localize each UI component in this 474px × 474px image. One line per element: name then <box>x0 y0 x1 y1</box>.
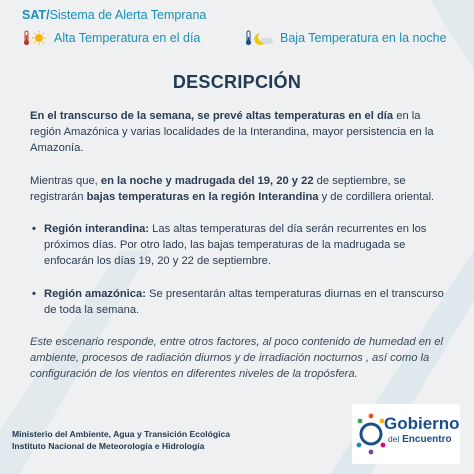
ministry-name: Ministerio del Ambiente, Agua y Transición Ecológica <box>12 429 231 439</box>
thermometer-moon-icon <box>244 30 274 46</box>
thermometer-sun-icon <box>22 30 48 46</box>
institute-name: Instituto Nacional de Meteorología e Hidrología <box>12 441 205 451</box>
gobierno-logo <box>352 404 460 464</box>
list-item: • Región amazónica: Se presentarán altas temperaturas diurnas en el transcurso de toda la semana. <box>30 286 444 318</box>
alert-low-temperature <box>244 30 447 46</box>
list-item: • Región interandina: Las altas temperaturas del día serán recurrentes en los próximos días. Por otro lado, las bajas temperaturas de la madrugada se enfocarán los días 19, 20 y 22 de septiembre. <box>30 221 444 270</box>
scenario-note: Este escenario responde, entre otros factores, al poco contenido de humedad en el ambiente, procesos de radiación diurnos y de irradiación nocturnos , así como la configuración de los vientos en diferentes niveles de la tropósfera. <box>30 336 443 381</box>
logo-word-encuentro: del Encuentro <box>388 434 452 445</box>
logo-word-gobierno: Gobierno <box>384 414 460 433</box>
alert-low-label: Baja Temperatura en la noche <box>280 31 447 45</box>
system-name: Sistema de Alerta Temprana <box>49 8 207 22</box>
brand-label: SAT <box>22 8 47 22</box>
logo-mark-icon <box>356 412 386 456</box>
alert-legend <box>22 30 462 54</box>
region-list <box>30 221 444 318</box>
description-body <box>30 108 444 399</box>
paragraph-week: En el transcurso de la semana, se prevé altas temperaturas en el día en la región Amazónica y varias localidades de la Interandina, mayor persistencia en la Amazonía. <box>30 110 434 155</box>
alert-high-label: Alta Temperatura en el día <box>54 31 201 45</box>
alert-high-temperature <box>22 30 200 46</box>
paragraph-night: Mientras que, en la noche y madrugada del 19, 20 y 22 de septiembre, se registrarán bajas temperaturas en la región Interandina y de cordillera oriental. <box>30 174 435 203</box>
page-title: DESCRIPCIÓN <box>172 72 302 92</box>
system-title: SAT/Sistema de Alerta Temprana <box>22 8 207 22</box>
footer-institutions <box>12 428 230 452</box>
header <box>22 8 464 22</box>
